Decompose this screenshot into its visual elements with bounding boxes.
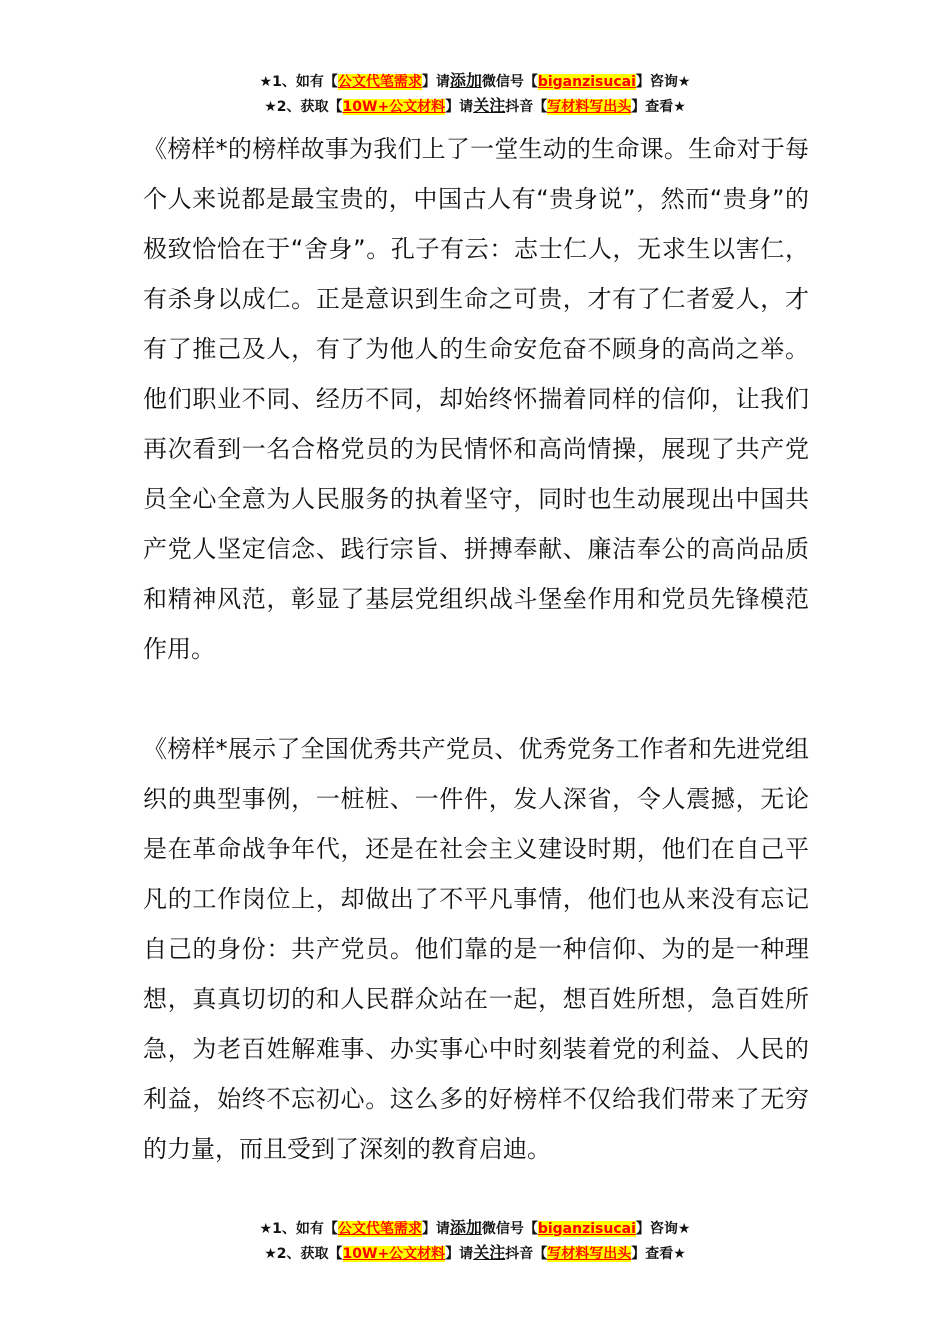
footer-line1-highlight-service: 公文代笔需求: [337, 1221, 422, 1237]
header-line2-mid2: 抖音【: [505, 99, 548, 115]
footer-notice-line-1: [0, 1216, 950, 1241]
header-line1-mid2: 微信号【: [481, 74, 538, 90]
footer-line1-mid1: 】请: [421, 1221, 450, 1237]
footer-notice-line-2: [0, 1241, 950, 1266]
footer-line1-suffix: 】咨询★: [635, 1221, 691, 1237]
header-line2-suffix: 】查看★: [631, 99, 686, 115]
footer-line2-mid1: 】请: [445, 1246, 474, 1262]
footer-line1-highlight-wechat: biganzisucai: [537, 1221, 636, 1237]
footer-notice: [0, 1216, 950, 1266]
footer-line2-prefix: ★2、获取【: [264, 1246, 343, 1262]
header-notice: [0, 69, 950, 119]
header-line2-highlight-materials: 10W+公文材料: [342, 99, 446, 115]
article-body: [143, 124, 809, 1174]
header-line1-mid1: 】请: [421, 74, 450, 90]
article-paragraph-2: 《榜样*展示了全国优秀共产党员、优秀党务工作者和先进党组织的典型事例，一桩桩、一件件，发人深省，令人震撼，无论是在革命战争年代，还是在社会主义建设时期，他们在自己平凡的工作岗位上，却做出了不平凡事情，他们也从来没有忘记自己的身份：共产党员。他们靠的是一种信仰、为的是一种理想，真真切切的和人民群众站在一起，想百姓所想，急百姓所急，为老百姓解难事、办实事心中时刻装着党的利益、人民的利益，始终不忘初心。这么多的好榜样不仅给我们带来了无穷的力量，而且受到了深刻的教育启迪。: [143, 735, 809, 1163]
header-line1-highlight-wechat: biganzisucai: [537, 74, 636, 90]
header-notice-line-1: [0, 69, 950, 94]
footer-line2-mid2: 抖音【: [505, 1246, 548, 1262]
footer-line2-emphasis: 关注: [473, 1243, 506, 1262]
footer-line2-suffix: 】查看★: [631, 1246, 686, 1262]
header-line1-highlight-service: 公文代笔需求: [337, 74, 422, 90]
header-line1-emphasis: 添加: [449, 71, 482, 90]
header-notice-line-2: [0, 94, 950, 119]
footer-line2-highlight-douyin: 写材料写出头: [547, 1246, 632, 1262]
header-line2-highlight-douyin: 写材料写出头: [547, 99, 632, 115]
footer-line1-prefix: ★1、如有【: [259, 1221, 338, 1237]
header-line2-emphasis: 关注: [473, 96, 506, 115]
footer-line1-emphasis: 添加: [449, 1218, 482, 1237]
footer-line2-highlight-materials: 10W+公文材料: [342, 1246, 446, 1262]
footer-line1-mid2: 微信号【: [481, 1221, 538, 1237]
header-line1-suffix: 】咨询★: [635, 74, 691, 90]
article-paragraph-1: 《榜样*的榜样故事为我们上了一堂生动的生命课。生命对于每个人来说都是最宝贵的，中国古人有“贵身说”，然而“贵身”的极致恰恰在于“舍身”。孔子有云：志士仁人，无求生以害仁，有杀身以成仁。正是意识到生命之可贵，才有了仁者爱人，才有了推己及人，有了为他人的生命安危奋不顾身的高尚之举。他们职业不同、经历不同，却始终怀揣着同样的信仰，让我们再次看到一名合格党员的为民情怀和高尚情操，展现了共产党员全心全意为人民服务的执着坚守，同时也生动展现出中国共产党人坚定信念、践行宗旨、拼搏奉献、廉洁奉公的高尚品质和精神风范，彰显了基层党组织战斗堡垒作用和党员先锋模范作用。: [143, 135, 809, 663]
header-line2-prefix: ★2、获取【: [264, 99, 343, 115]
header-line2-mid1: 】请: [445, 99, 474, 115]
header-line1-prefix: ★1、如有【: [259, 74, 338, 90]
